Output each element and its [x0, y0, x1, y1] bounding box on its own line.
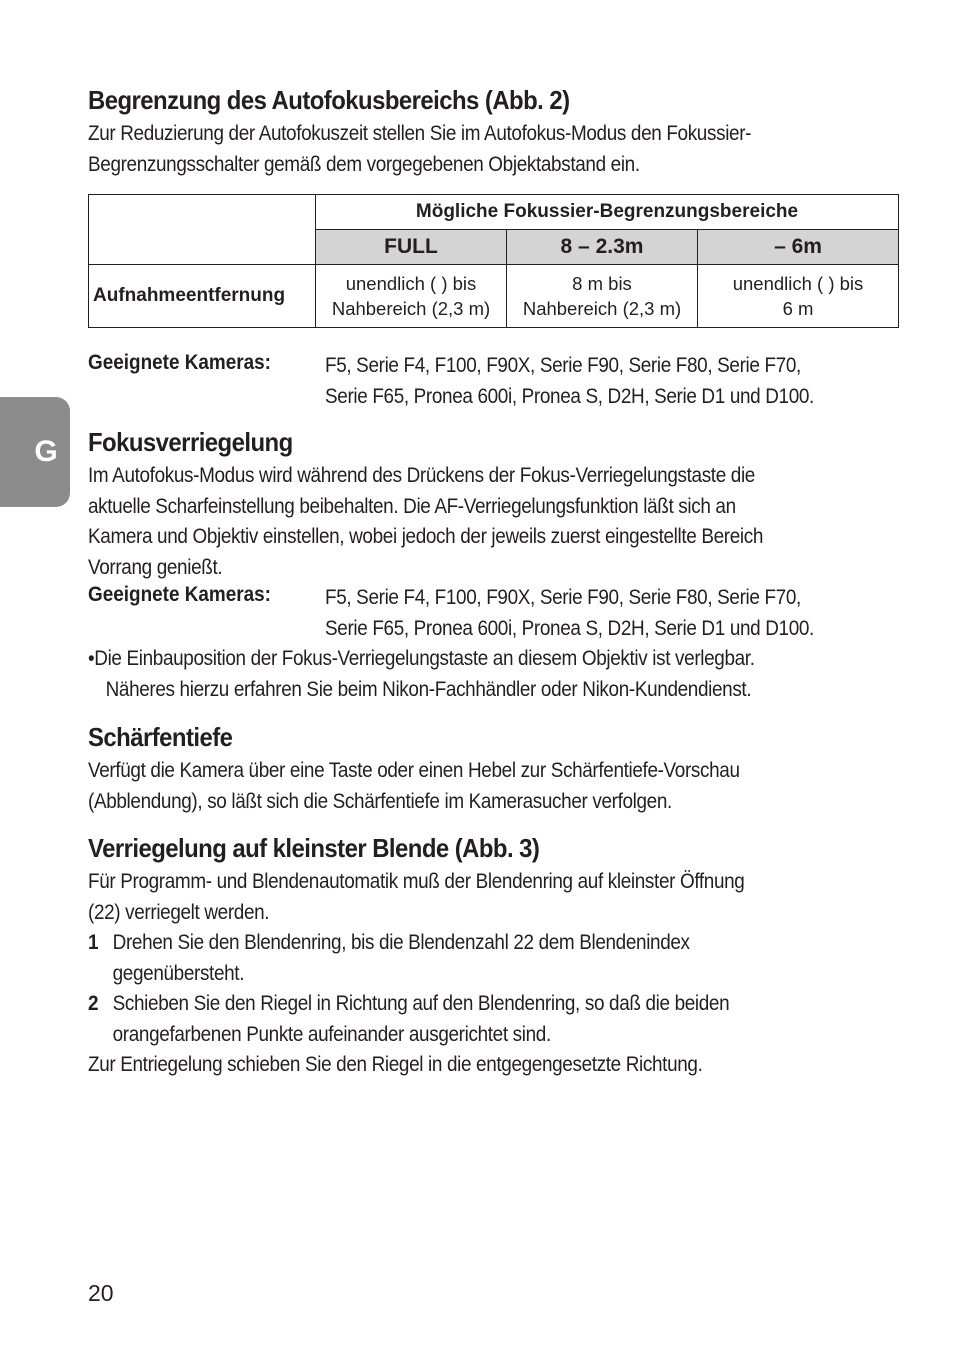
bullet-line: Näheres hierzu erfahren Sie beim Nikon-Fachhändler oder Nikon-Kundendienst. [105, 676, 752, 701]
section-depth-of-field [88, 721, 900, 816]
step-line: Schieben Sie den Riegel in Richtung auf den Blendenring, so daß die beiden [112, 991, 730, 1015]
cameras-line: F5, Serie F4, F100, F90X, Serie F90, Serie F80, Serie F70, [325, 353, 801, 377]
table-cell [698, 265, 899, 328]
step-line: Drehen Sie den Blendenring, bis die Blendenzahl 22 dem Blendenindex [112, 930, 690, 954]
cameras-line: Serie F65, Pronea 600i, Pronea S, D2H, Serie D1 und D100. [325, 383, 814, 408]
cell-line: unendlich ( ) bis [345, 273, 477, 294]
table-empty-corner [89, 195, 316, 265]
cell-line: 6 m [782, 298, 814, 319]
step-number: 2 [88, 991, 99, 1015]
table-cell [316, 265, 507, 328]
step-item [88, 927, 900, 988]
paragraph-line: (Abblendung), so läßt sich die Schärfentiefe im Kamerasucher verfolgen. [88, 788, 672, 813]
paragraph-line: Vorrang genießt. [88, 554, 223, 579]
cameras-label: Geeignete Kameras: [88, 350, 271, 374]
cameras-list [325, 350, 881, 411]
table-group-header: Mögliche Fokussier-Begrenzungsbereiche [316, 195, 899, 230]
cameras-line: F5, Serie F4, F100, F90X, Serie F90, Serie F80, Serie F70, [325, 585, 801, 609]
column-header-8-2.3m: 8 – 2.3m [507, 230, 698, 265]
section-focus-lock [88, 426, 900, 704]
paragraph-line: (22) verriegelt werden. [88, 899, 270, 924]
compatible-cameras [88, 582, 900, 643]
focus-limit-table [88, 194, 899, 328]
step-item [88, 988, 900, 1049]
paragraph-line: aktuelle Scharfeinstellung beibehalten. Die AF-Verriegelungsfunktion läßt sich an [88, 493, 736, 518]
cell-line: unendlich ( ) bis [732, 273, 864, 294]
cameras-list [325, 582, 881, 643]
cameras-line: Serie F65, Pronea 600i, Pronea S, D2H, Serie D1 und D100. [325, 615, 814, 640]
paragraph-line: Zur Entriegelung schieben Sie den Riegel in die entgegengesetzte Richtung. [88, 1052, 703, 1076]
step-number: 1 [88, 930, 99, 954]
tab-letter: G [34, 435, 58, 468]
step-line: orangefarbenen Punkte aufeinander ausgerichtet sind. [112, 1021, 551, 1046]
section-title: Fokusverriegelung [88, 427, 293, 457]
cameras-label: Geeignete Kameras: [88, 582, 271, 606]
paragraph-line: Verfügt die Kamera über eine Taste oder einen Hebel zur Schärfentiefe-Vorschau [88, 758, 740, 782]
section-title: Verriegelung auf kleinster Blende (Abb. 3) [88, 833, 540, 863]
column-header-full: FULL [316, 230, 507, 265]
step-line: gegenübersteht. [112, 960, 245, 985]
paragraph-line: Für Programm- und Blendenautomatik muß der Blendenring auf kleinster Öffnung [88, 869, 745, 893]
cell-line: Nahbereich (2,3 m) [522, 298, 682, 319]
table-cell [507, 265, 698, 328]
page-number: 20 [88, 1280, 114, 1306]
paragraph-line: Begrenzungsschalter gemäß dem vorgegebenen Objektabstand ein. [88, 151, 640, 176]
section-tab-g [0, 397, 70, 507]
bullet-line: •Die Einbauposition der Fokus-Verriegelungstaste an diesem Objektiv ist verlegbar. [88, 646, 755, 670]
cell-line: Nahbereich (2,3 m) [331, 298, 491, 319]
section-autofocus-range [88, 84, 900, 408]
section-title: Begrenzung des Autofokusbereichs (Abb. 2) [88, 85, 570, 115]
paragraph-line: Kamera und Objektiv einstellen, wobei jedoch der jeweils zuerst eingestellte Bereich [88, 524, 764, 548]
section-min-aperture-lock [88, 832, 900, 1080]
paragraph-line: Zur Reduzierung der Autofokuszeit stellen Sie im Autofokus-Modus den Fokussier- [88, 121, 752, 145]
column-header-6m: – 6m [698, 230, 899, 265]
cell-line: 8 m bis [572, 273, 632, 294]
paragraph-line: Im Autofokus-Modus wird während des Drückens der Fokus-Verriegelungstaste die [88, 463, 755, 487]
row-label: Aufnahmeentfernung [89, 265, 316, 328]
section-title: Schärfentiefe [88, 722, 233, 752]
